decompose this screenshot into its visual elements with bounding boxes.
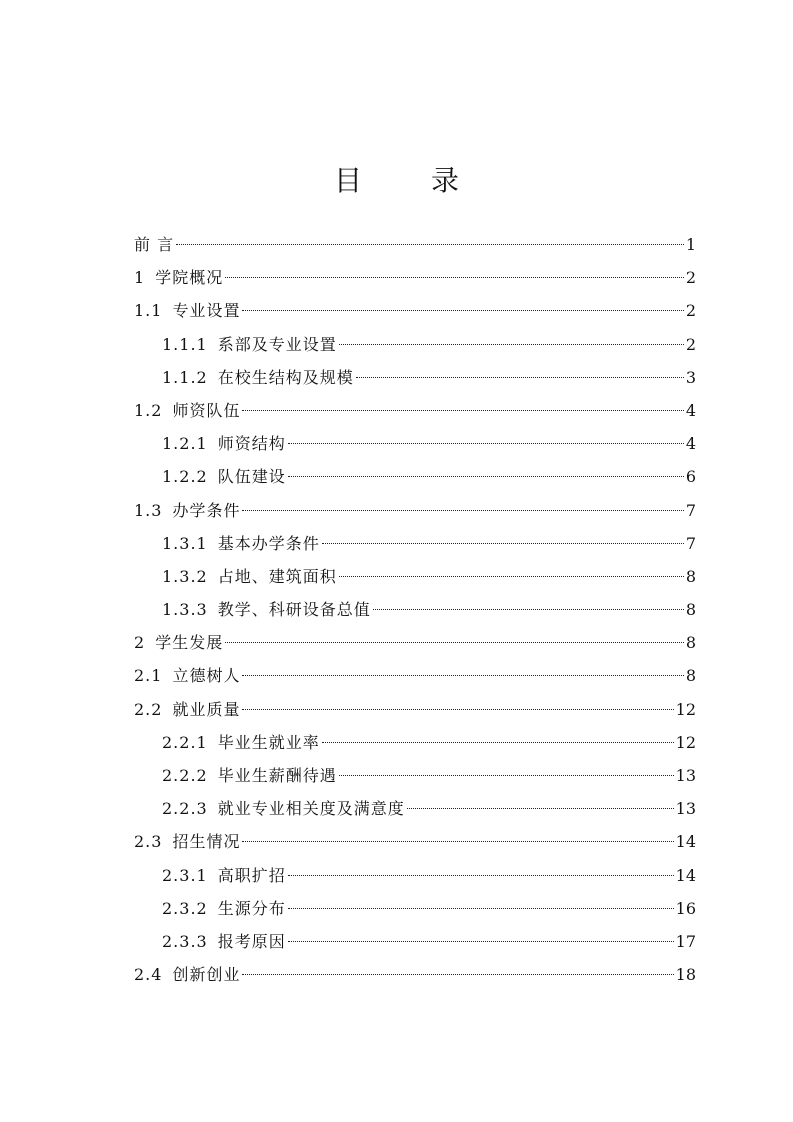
toc-entry-number: 1.3.2 — [162, 566, 208, 586]
toc-entry-number: 1 — [134, 268, 146, 288]
dot-leader — [339, 576, 684, 577]
toc-entry-number: 2.2.1 — [162, 732, 208, 752]
toc-entry-label: 基本办学条件 — [217, 533, 320, 553]
toc-entry[interactable] — [134, 659, 696, 692]
dot-leader — [339, 775, 674, 776]
dot-leader — [339, 344, 684, 345]
toc-entry-number: 2.3.2 — [162, 898, 208, 918]
toc-entry[interactable] — [134, 228, 696, 261]
toc-entry-number: 1.3.3 — [162, 600, 208, 620]
toc-entry-page-number: 17 — [675, 931, 696, 951]
toc-entry-number: 2.4 — [134, 965, 163, 985]
toc-entry[interactable] — [134, 958, 696, 991]
toc-entry[interactable] — [134, 726, 696, 759]
dot-leader — [242, 510, 683, 511]
toc-entry-page-number: 2 — [685, 268, 696, 288]
toc-entry[interactable] — [134, 460, 696, 493]
toc-entry-number: 1.1.2 — [162, 367, 208, 387]
toc-entry-page-number: 13 — [675, 799, 696, 819]
toc-entry-number: 1.2.1 — [162, 434, 208, 454]
toc-entry-number: 1.2 — [134, 400, 163, 420]
toc-entry[interactable] — [134, 792, 696, 825]
dot-leader — [242, 675, 683, 676]
toc-entry[interactable] — [134, 825, 696, 858]
toc-entry-label: 毕业生薪酬待遇 — [217, 766, 337, 785]
dot-leader — [288, 875, 674, 876]
dot-leader — [225, 277, 684, 278]
toc-entry-label: 立德树人 — [172, 666, 241, 686]
page-title: 目 录 — [334, 163, 489, 197]
dot-leader — [242, 709, 673, 710]
toc-entry-number: 2.2 — [134, 699, 163, 719]
toc-entry-label: 师资队伍 — [172, 400, 241, 420]
toc-entry-page-number: 2 — [685, 301, 696, 321]
dot-leader — [176, 244, 684, 245]
dot-leader — [242, 841, 673, 842]
toc-entry-page-number: 7 — [685, 533, 696, 553]
toc-entry-label: 师资结构 — [217, 434, 286, 454]
toc-entry-page-number: 4 — [685, 400, 696, 420]
dot-leader — [373, 609, 684, 610]
dot-leader — [242, 974, 673, 975]
toc-entry-page-number: 4 — [685, 434, 696, 454]
toc-entry-page-number: 3 — [685, 367, 696, 387]
toc-entry[interactable] — [134, 693, 696, 726]
toc-entry-number: 2.2.3 — [162, 799, 208, 819]
toc-entry[interactable] — [134, 626, 696, 659]
toc-entry[interactable] — [134, 560, 696, 593]
toc-entry-label: 报考原因 — [217, 931, 286, 951]
dot-leader — [322, 742, 674, 743]
dot-leader — [322, 543, 684, 544]
toc-entry-page-number: 8 — [685, 633, 696, 653]
dot-leader — [288, 908, 674, 909]
toc-entry[interactable] — [134, 494, 696, 527]
toc-entry[interactable] — [134, 925, 696, 958]
toc-entry[interactable] — [134, 427, 696, 460]
toc-entry-page-number: 2 — [685, 334, 696, 354]
toc-entry[interactable] — [134, 859, 696, 892]
toc-entry-number: 2.3 — [134, 832, 163, 852]
toc-entry-label: 前 言 — [134, 235, 175, 254]
toc-entry-label: 高职扩招 — [217, 865, 286, 885]
toc-entry[interactable] — [134, 361, 696, 394]
toc-entry-label: 系部及专业设置 — [217, 334, 337, 354]
toc-entry-label: 毕业生就业率 — [217, 732, 320, 752]
toc-entry-page-number: 18 — [675, 965, 696, 985]
toc-entry-page-number: 14 — [675, 865, 696, 885]
toc-entry-page-number: 14 — [675, 832, 696, 852]
dot-leader — [407, 808, 674, 809]
toc-entry-number: 1.2.2 — [162, 467, 208, 487]
toc-entry-label: 队伍建设 — [217, 467, 286, 487]
toc-entry-page-number: 8 — [685, 666, 696, 686]
toc-entry-number: 1.3.1 — [162, 533, 208, 553]
toc-entry[interactable] — [134, 328, 696, 361]
toc-entry-label: 专业设置 — [172, 301, 241, 321]
toc-entry-number: 1.1 — [134, 301, 163, 321]
toc-entry-page-number: 16 — [675, 898, 696, 918]
toc-entry-label: 创新创业 — [172, 965, 241, 985]
toc-entry-label: 招生情况 — [172, 832, 241, 852]
toc-entry[interactable] — [134, 527, 696, 560]
dot-leader — [288, 476, 684, 477]
toc-entry-page-number: 6 — [685, 467, 696, 487]
dot-leader — [225, 642, 684, 643]
toc-entry-label: 学生发展 — [155, 633, 224, 653]
toc-entry-number: 2.3.3 — [162, 931, 208, 951]
toc-entry-number: 2.1 — [134, 666, 163, 686]
toc-entry-page-number: 8 — [685, 600, 696, 620]
toc-entry-label: 就业专业相关度及满意度 — [217, 799, 405, 819]
dot-leader — [288, 443, 684, 444]
toc-entry-label: 占地、建筑面积 — [217, 566, 337, 586]
toc-entry[interactable] — [134, 294, 696, 327]
toc-entry-page-number: 1 — [685, 235, 696, 254]
toc-entry-page-number: 12 — [675, 699, 696, 719]
toc-entry-page-number: 7 — [685, 500, 696, 520]
toc-entry-page-number: 13 — [675, 766, 696, 785]
toc-entry[interactable] — [134, 261, 696, 294]
toc-entry-number: 1.3 — [134, 500, 163, 520]
toc-entry[interactable] — [134, 593, 696, 626]
toc-entry-label: 教学、科研设备总值 — [217, 600, 371, 620]
toc-entry-label: 在校生结构及规模 — [217, 367, 354, 387]
toc-entry-number: 2 — [134, 633, 146, 653]
toc-entry-number: 2.3.1 — [162, 865, 208, 885]
toc-entry[interactable] — [134, 892, 696, 925]
toc-entry[interactable] — [134, 394, 696, 427]
toc-entry-label: 学院概况 — [155, 268, 224, 288]
toc-entry-label: 就业质量 — [172, 699, 241, 719]
dot-leader — [356, 377, 684, 378]
dot-leader — [288, 941, 674, 942]
toc-entry-page-number: 12 — [675, 732, 696, 752]
dot-leader — [242, 410, 683, 411]
toc-entry-number: 2.2.2 — [162, 766, 208, 785]
toc-entry-number: 1.1.1 — [162, 334, 208, 354]
dot-leader — [242, 310, 683, 311]
toc-entry-label: 生源分布 — [217, 898, 286, 918]
toc-entry-page-number: 8 — [685, 566, 696, 586]
toc-entry-label: 办学条件 — [172, 500, 241, 520]
toc-entry[interactable] — [134, 759, 696, 792]
table-of-contents — [134, 228, 696, 991]
